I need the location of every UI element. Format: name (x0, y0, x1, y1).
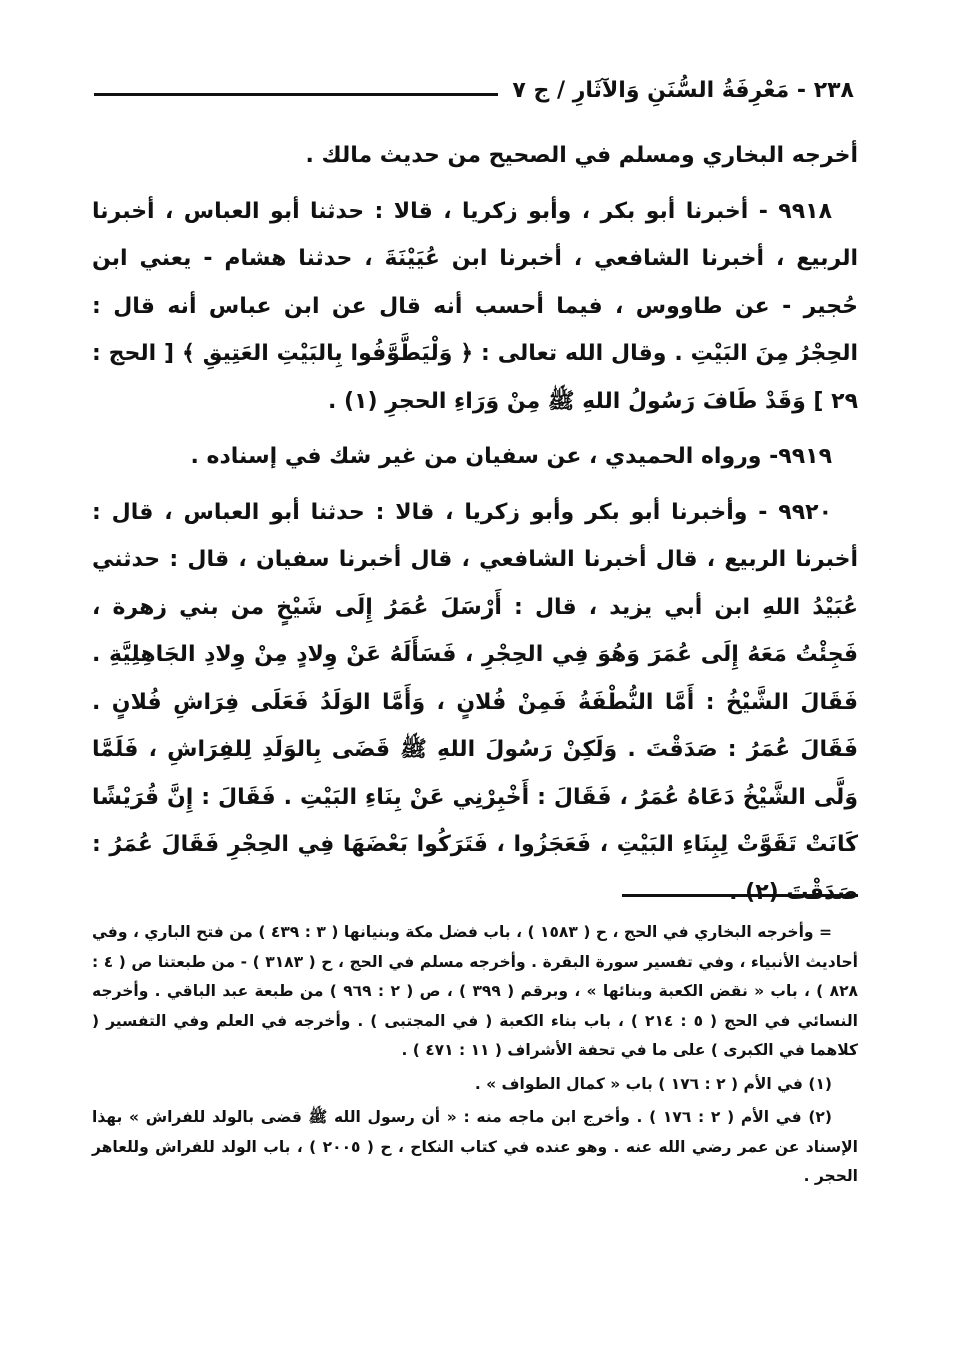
header-rule (94, 93, 498, 96)
footnote-2: (٢) في الأم ( ٢ : ١٧٦ ) . وأخرج ابن ماجه منه : « أن رسول الله ﷺ قضى بالولد للفراش » بهذا الإسناد عن عمر رضي الله عنه . وهو عنده في كتاب النكاح ، ح ( ٢٠٠٥ ) ، باب الولد للفراش وللعاهر الحجر . (92, 1108, 858, 1185)
paragraph-source-note: أخرجه البخاري ومسلم في الصحيح من حديث مالك . (305, 143, 858, 168)
paragraph-hadith-9919: ٩٩١٩- ورواه الحميدي ، عن سفيان من غير شك في إسناده . (190, 444, 832, 469)
running-header (94, 70, 854, 110)
footnotes (92, 918, 858, 1196)
footnote-continuation: = وأخرجه البخاري في الحج ، ح ( ١٥٨٣ ) ، باب فضل مكة وبنيانها ( ٣ : ٤٣٩ ) من فتح الباري ، وفي أحاديث الأنبياء ، وفي تفسير سورة البقرة . وأخرجه مسلم في الحج ، ح ( ٣١٨٣ ) - من طبعتنا ص ( ٤ : ٨٢٨ ) ، باب « نقض الكعبة وبنائها » ، وبرقم ( ٣٩٩ ) ، ص ( ٢ : ٩٦٩ ) من طبعة عبد الباقي . وأخرجه النسائي في الحج ( ٥ : ٢١٤ ) ، باب بناء الكعبة ( في المجتبى ) . وأخرجه في العلم وفي التفسير ( كلاهما في الكبرى ) على ما في تحفة الأشراف ( ١١ : ٤٧١ ) . (92, 923, 858, 1059)
main-text (92, 132, 858, 924)
footnote-1: (١) في الأم ( ٢ : ١٧٦ ) باب « كمال الطواف » . (474, 1074, 832, 1093)
header-title: ٢٣٨ - مَعْرِفَةُ السُّنَنِ وَالآثَارِ / ج ٧ (512, 77, 854, 103)
footnote-separator (622, 894, 858, 897)
paragraph-hadith-9918: ٩٩١٨ - أخبرنا أبو بكر ، وأبو زكريا ، قالا : حدثنا أبو العباس ، أخبرنا الربيع ، أخبرنا الشافعي ، أخبرنا ابن عُيَيْنَةَ ، حدثنا هشام - يعني ابن حُجير - عن طاووس ، فيما أحسب أنه قال عن ابن عباس أنه قال : الحِجْرُ مِنَ البَيْتِ . وقال الله تعالى : ﴿ وَلْيَطَّوَّفُوا بِالبَيْتِ العَتِيقِ ﴾ [ الحج : ٢٩ ] وَقَدْ طَافَ رَسُولُ اللهِ ﷺ مِنْ وَرَاءِ الحجرِ (١) . (92, 198, 858, 414)
paragraph-hadith-9920: ٩٩٢٠ - وأخبرنا أبو بكر وأبو زكريا ، قالا : حدثنا أبو العباس ، قال : أخبرنا الربيع ، قال أخبرنا الشافعي ، قال أخبرنا سفيان ، قال : حدثني عُبَيْدُ اللهِ ابن أبي يزيد ، قال : أَرْسَلَ عُمَرُ إِلَى شَيْخٍ من بني زهرة ، فَجِئْتُ مَعَهُ إِلَى عُمَرَ وَهُوَ فِي الحِجْرِ ، فَسَأَلَهُ عَنْ وِلادٍ مِنْ وِلادِ الجَاهِلِيَّةِ . فَقَالَ الشَّيْخُ : أَمَّا النُّطْفَةُ فَمِنْ فُلانٍ ، وَأَمَّا الوَلَدُ فَعَلَى فِرَاشِ فُلانٍ . فَقَالَ عُمَرُ : صَدَقْتَ . وَلَكِنْ رَسُولَ اللهِ ﷺ قَضَى بِالوَلَدِ لِلفِرَاشِ ، فَلَمَّا وَلَّى الشَّيْخُ دَعَاهُ عُمَرُ ، فَقَالَ : أَخْبِرْنِي عَنْ بِنَاءِ البَيْتِ . فَقَالَ : إِنَّ قُرَيْشًا كَانَتْ تَقَوَّتْ لِبِنَاءِ البَيْتِ ، فَعَجَزُوا ، فَتَرَكُوا بَعْضَهَا فِي الحِجْرِ فَقَالَ عُمَرُ : صَدَقْتَ (٢) . (92, 499, 858, 905)
